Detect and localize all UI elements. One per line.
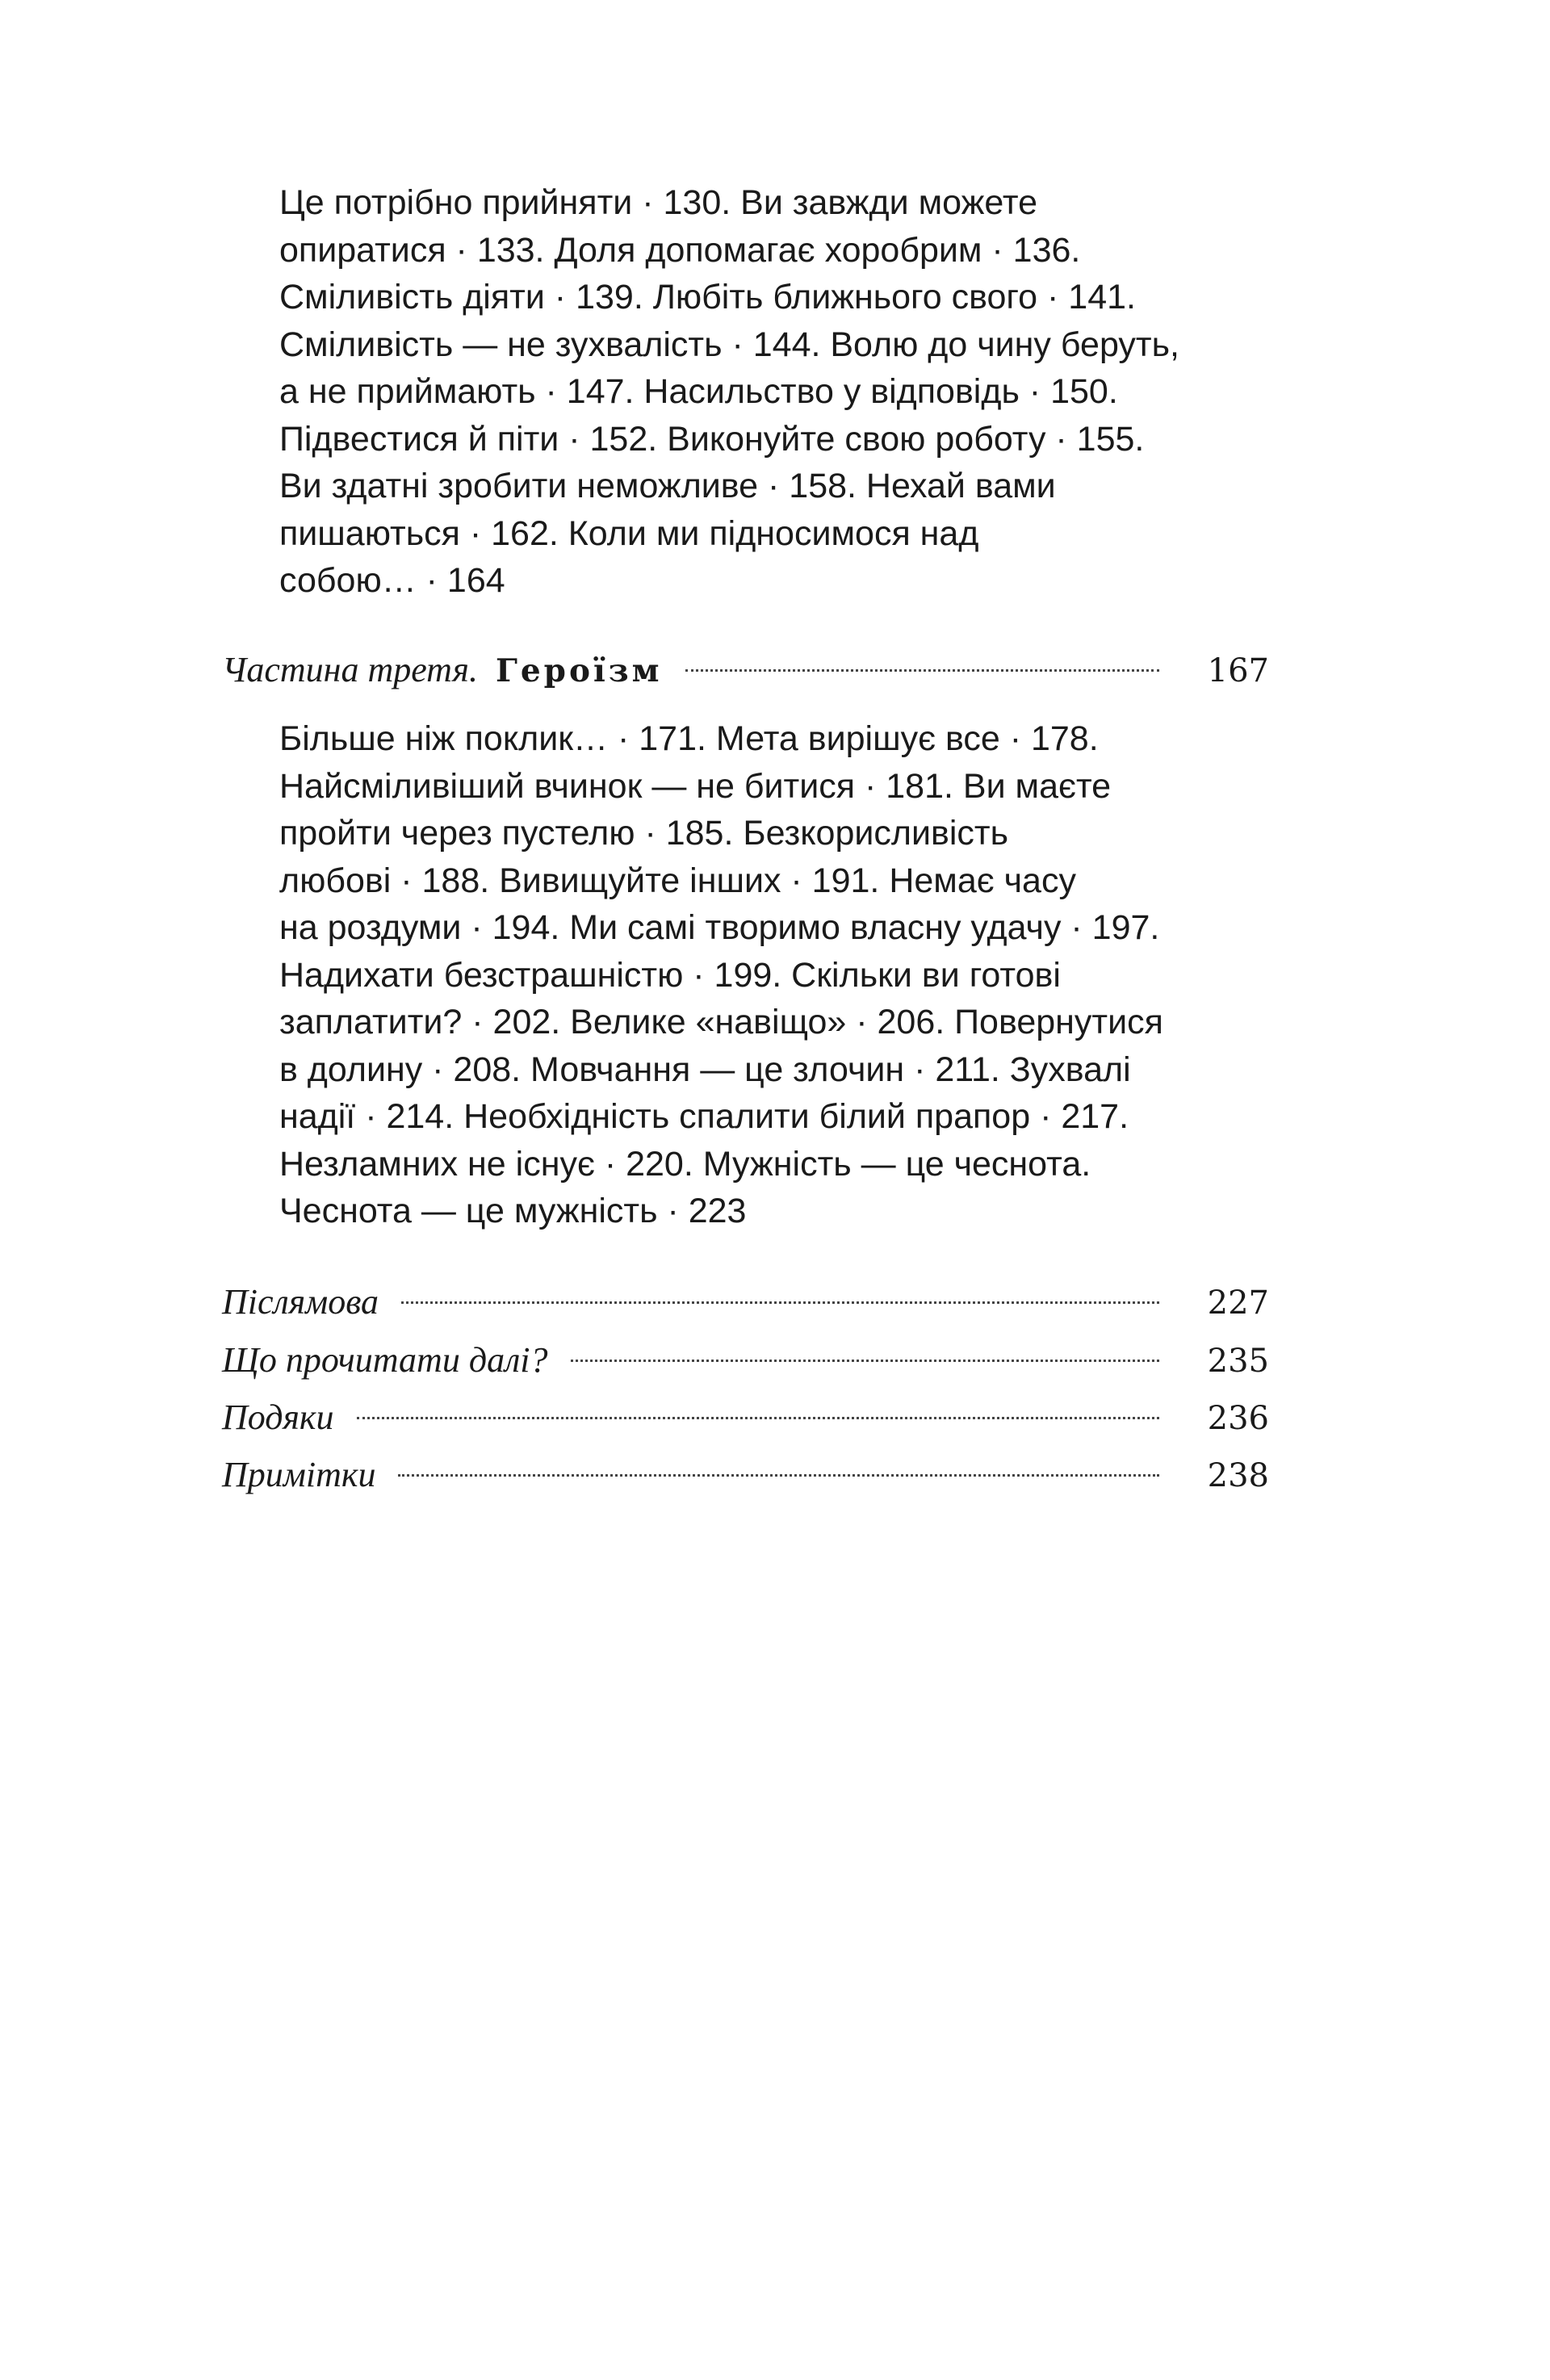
toc-text-line: на роздуми · 194. Ми самі творимо власну удачу · 197.	[279, 908, 1160, 947]
toc-entry-notes	[222, 1451, 1269, 1499]
toc-text-line: Більше ніж поклик… · 171. Мета вирішує все · 178.	[279, 719, 1099, 758]
page-number: 238	[1207, 1457, 1269, 1494]
toc-entry-afterword	[222, 1278, 1269, 1326]
part-two-chapter-list	[279, 179, 1179, 605]
toc-text-line: пройти через пустелю · 185. Безкорисливість	[279, 814, 1008, 853]
toc-text-line: в долину · 208. Мовчання — це злочин · 211. Зухвалі	[279, 1050, 1131, 1089]
toc-text-line: Ви здатні зробити неможливе · 158. Нехай вами	[279, 467, 1056, 505]
entry-label: Примітки	[222, 1455, 376, 1494]
page-number: 236	[1207, 1400, 1269, 1437]
toc-text-line: Незламних не існує · 220. Мужність — це чеснота.	[279, 1144, 1091, 1184]
toc-text-line: собою… · 164	[279, 561, 505, 600]
toc-text-line: заплатити? · 202. Велике «навіщо» · 206. Повернутися	[279, 1003, 1163, 1041]
part-three-label: Частина третя.	[222, 650, 478, 689]
page-number: 167	[1207, 652, 1269, 689]
dot-leader	[571, 1360, 1159, 1362]
toc-entry-further-reading	[222, 1336, 1269, 1385]
toc-entry-acknowledgements	[222, 1393, 1269, 1442]
toc-text-line: пишаються · 162. Коли ми підносимося над	[279, 513, 979, 553]
entry-label: Післямова	[222, 1282, 379, 1322]
part-three-chapter-list	[279, 715, 1175, 1235]
dot-leader	[398, 1474, 1158, 1477]
toc-text-line: а не приймають · 147. Насильство у відповідь · 150.	[279, 372, 1118, 411]
entry-label: Подяки	[222, 1397, 334, 1437]
page-number: 235	[1207, 1343, 1269, 1380]
toc-text-line: Чеснота — це мужність · 223	[279, 1192, 747, 1230]
toc-entry-part-three	[222, 646, 1269, 694]
toc-text-line: Сміливість — не зухвалість · 144. Волю до чину беруть,	[279, 325, 1179, 364]
dot-leader	[685, 669, 1159, 672]
entry-label: Що прочитати далі?	[222, 1340, 548, 1380]
toc-text-line: опиратися · 133. Доля допомагає хоробрим · 136.	[279, 230, 1081, 270]
dot-leader	[357, 1417, 1159, 1419]
toc-text-line: надії · 214. Необхідність спалити білий прапор · 217.	[279, 1097, 1129, 1136]
part-three-title: Героїзм	[495, 652, 663, 689]
toc-text-line: Це потрібно прийняти · 130. Ви завжди можете	[279, 183, 1037, 222]
toc-text-line: любові · 188. Вивищуйте інших · 191. Немає часу	[279, 861, 1076, 900]
page-number: 227	[1207, 1284, 1269, 1322]
dot-leader	[401, 1301, 1159, 1304]
toc-text-line: Сміливість діяти · 139. Любіть ближнього свого · 141.	[279, 278, 1136, 316]
toc-text-line: Надихати безстрашністю · 199. Скільки ви готові	[279, 955, 1061, 995]
toc-text-line: Найсміливіший вчинок — не битися · 181. Ви маєте	[279, 766, 1112, 806]
toc-text-line: Підвестися й піти · 152. Виконуйте свою роботу · 155.	[279, 419, 1145, 459]
